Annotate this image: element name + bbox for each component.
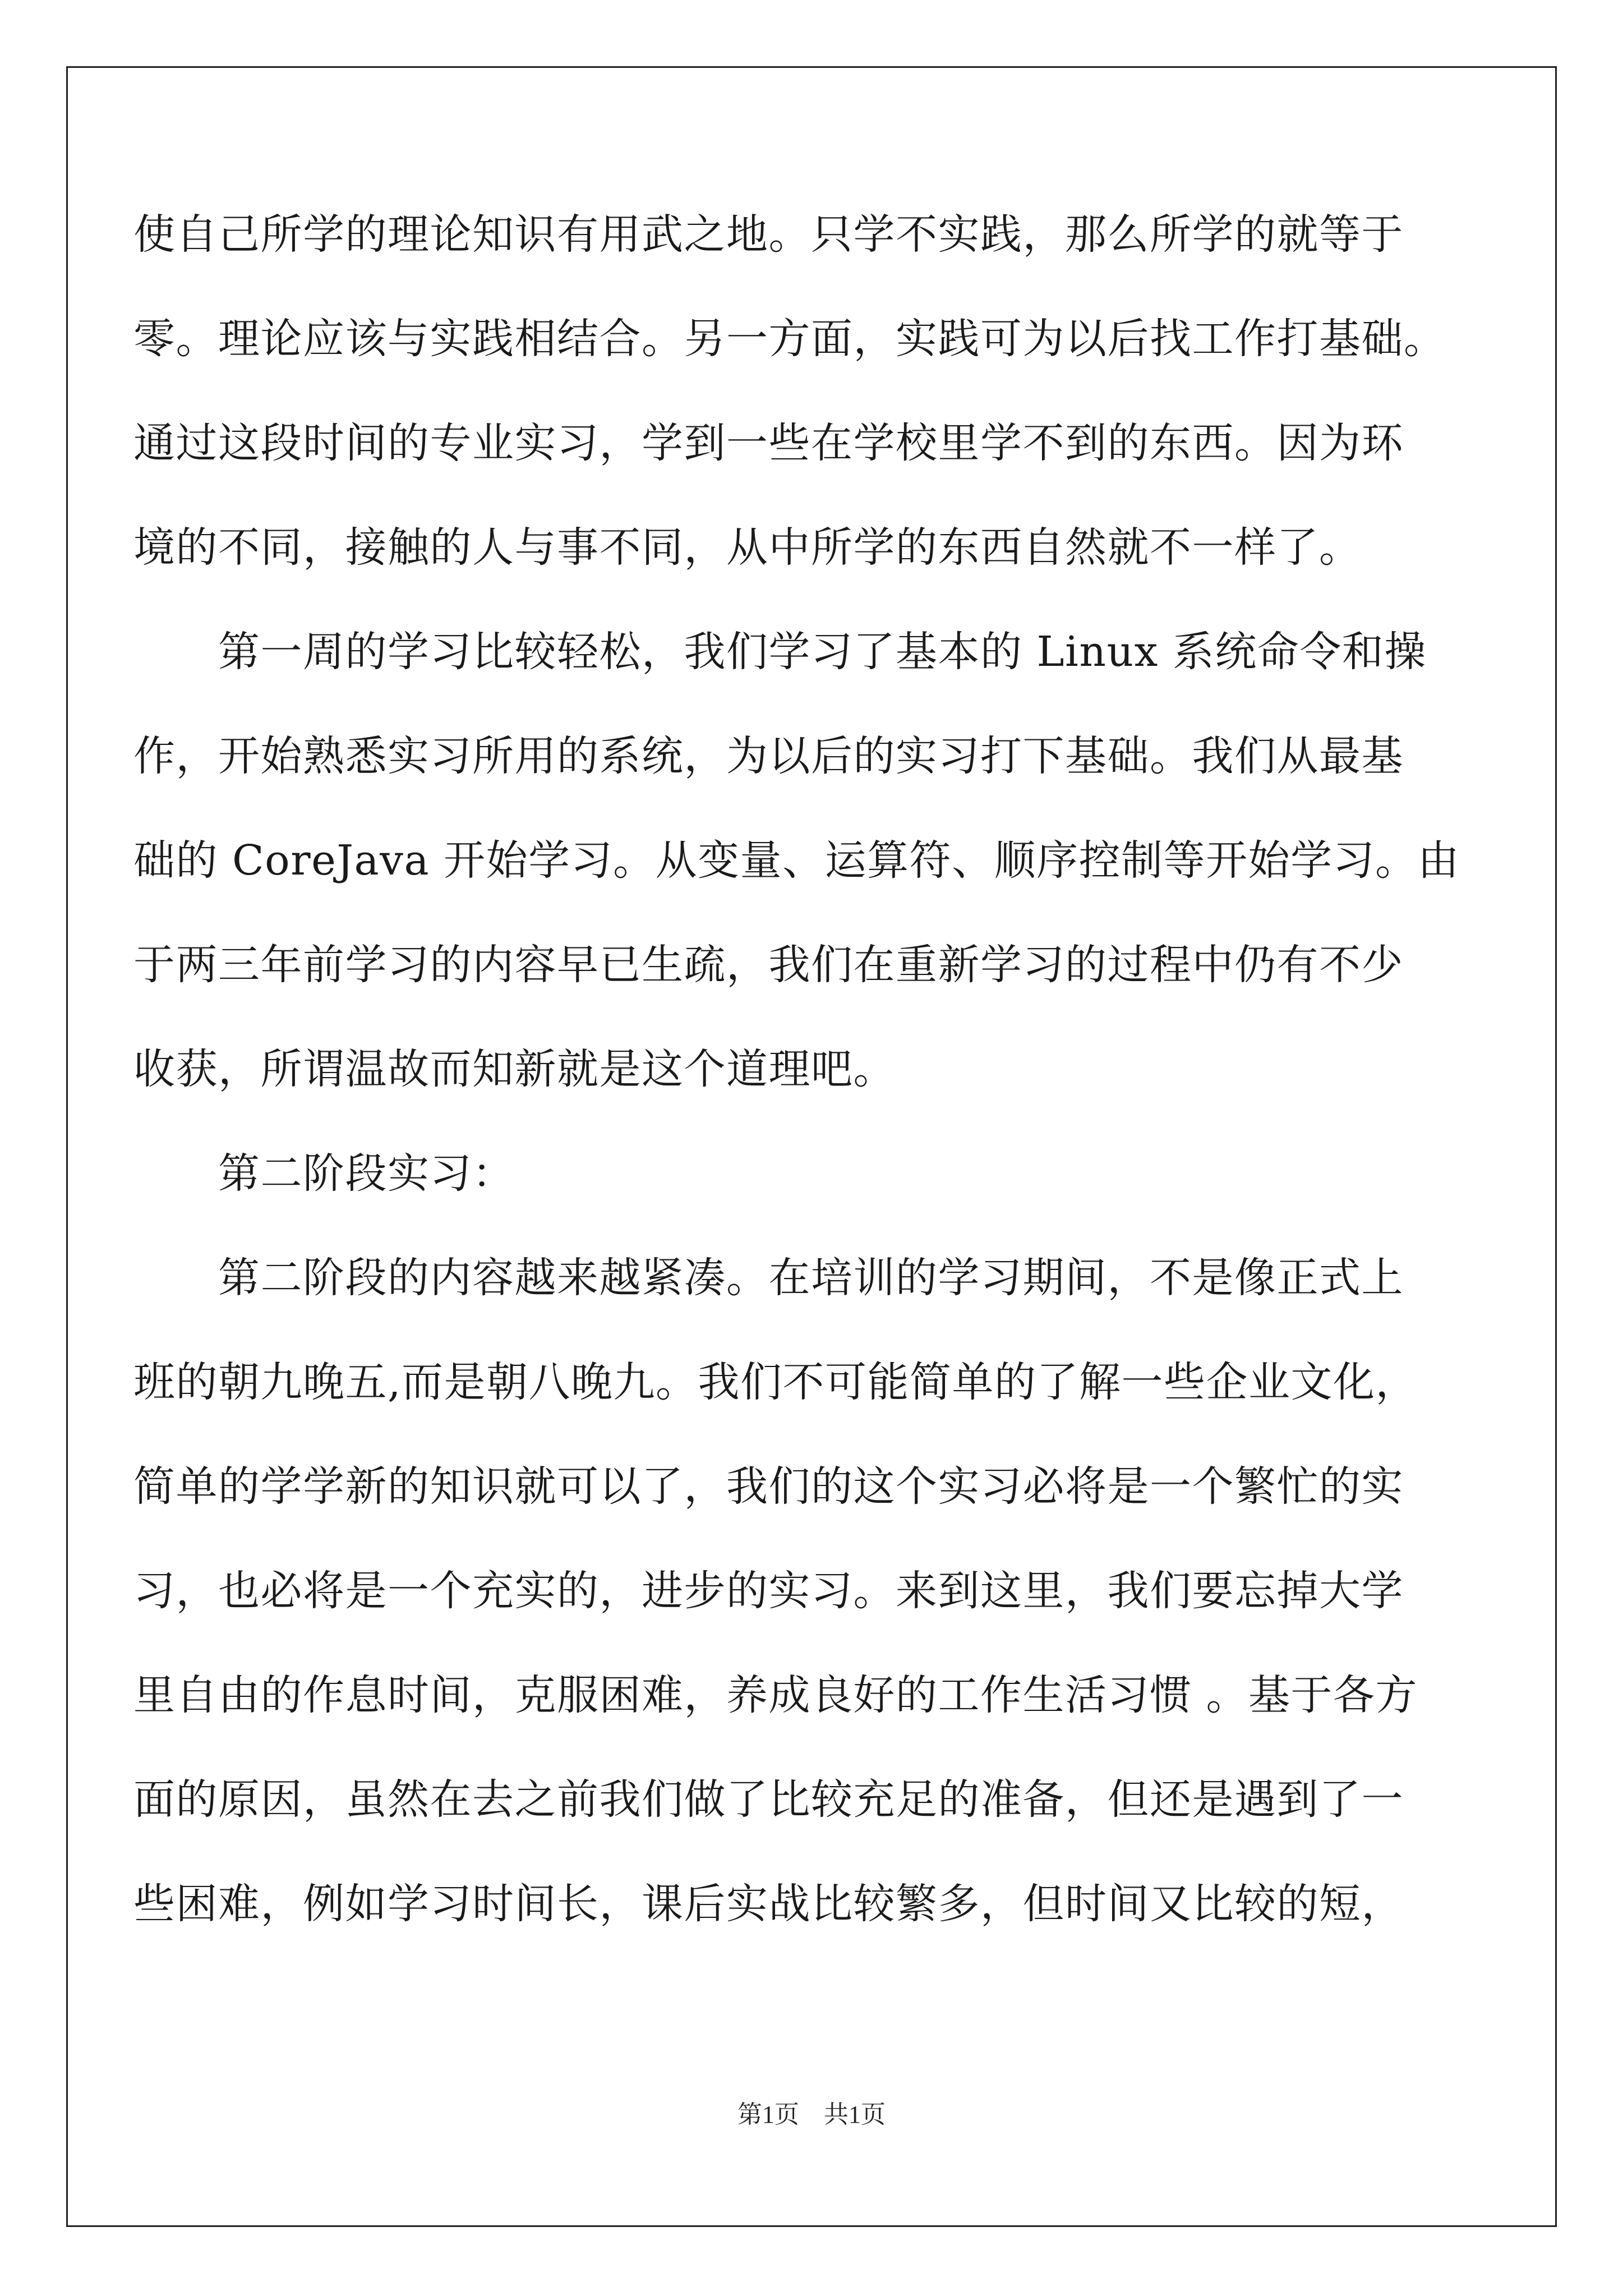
text-line: 里自由的作息时间，克服困难，养成良好的工作生活习惯 。基于各方 <box>133 1671 1418 1719</box>
text-line: 些困难，例如学习时间长，课后实战比较繁多，但时间又比较的短， <box>133 1880 1404 1928</box>
page-number: 第1页 共1页 <box>737 2101 886 2128</box>
text-line: 班的朝九晚五,而是朝八晚九。我们不可能简单的了解一些企业文化， <box>133 1358 1418 1406</box>
text-line: 第一周的学习比较轻松，我们学习了基本的 Linux 系统命令和操 <box>133 628 1427 676</box>
text-line: 简单的学学新的知识就可以了，我们的这个实习必将是一个繁忙的实 <box>133 1462 1404 1511</box>
text-line: 作，开始熟悉实习所用的系统，为以后的实习打下基础。我们从最基 <box>133 732 1404 780</box>
text-line: 通过这段时间的专业实习，学到一些在学校里学不到的东西。因为环 <box>133 419 1404 467</box>
text-line: 面的原因，虽然在去之前我们做了比较充足的准备，但还是遇到了一 <box>133 1775 1404 1824</box>
text-line: 使自己所学的理论知识有用武之地。只学不实践，那么所学的就等于 <box>133 210 1404 259</box>
text-line: 收获，所谓温故而知新就是这个道理吧。 <box>133 1045 896 1093</box>
section-heading: 第二阶段实习： <box>133 1149 515 1198</box>
text-line: 础的 CoreJava 开始学习。从变量、运算符、顺序控制等开始学习。由 <box>133 836 1460 885</box>
text-line: 零。理论应该与实践相结合。另一方面，实践可为以后找工作打基础。 <box>133 315 1446 363</box>
text-line: 于两三年前学习的内容早已生疏，我们在重新学习的过程中仍有不少 <box>133 941 1404 989</box>
text-line: 习，也必将是一个充实的，进步的实习。来到这里，我们要忘掉大学 <box>133 1567 1404 1615</box>
text-line: 境的不同，接触的人与事不同，从中所学的东西自然就不一样了。 <box>133 523 1362 572</box>
text-line: 第二阶段的内容越来越紧凑。在培训的学习期间，不是像正式上 <box>133 1254 1404 1302</box>
